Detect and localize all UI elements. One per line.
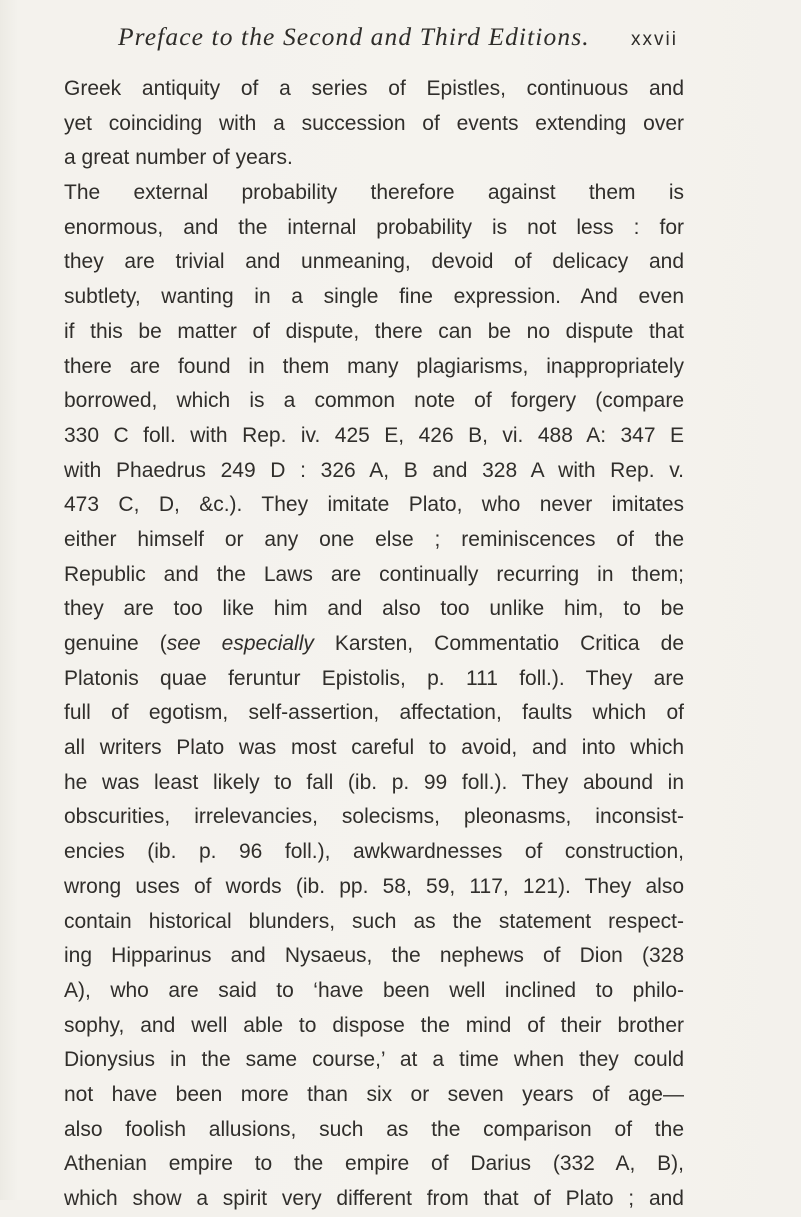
text-line: yet coinciding with a succession of events extending over — [64, 111, 684, 135]
text-line: either himself or any one else ; reminiscences of the — [64, 527, 684, 551]
running-header — [118, 22, 678, 58]
body-text — [64, 72, 684, 1217]
text-line: borrowed, which is a common note of forgery (compare — [64, 389, 684, 413]
italic-fragment: see especially — [166, 632, 314, 655]
text-line: wrong uses of words (ib. pp. 58, 59, 117, 121). They also — [64, 874, 684, 898]
text-line: full of egotism, self-assertion, affectation, faults which of — [64, 701, 684, 725]
text-line: Athenian empire to the empire of Darius (332 A, B), — [64, 1152, 684, 1176]
text-line: Dionysius in the same course,’ at a time when they could — [64, 1048, 684, 1072]
text-line: contain historical blunders, such as the statement respect- — [64, 909, 684, 933]
text-line: Greek antiquity of a series of Epistles, continuous and — [64, 77, 684, 100]
text-line: if this be matter of dispute, there can be no dispute that — [64, 319, 684, 343]
text-line: also foolish allusions, such as the comparison of the — [64, 1117, 684, 1141]
text-line: obscurities, irrelevancies, solecisms, pleonasms, inconsist- — [64, 805, 684, 829]
text-line: sophy, and well able to dispose the mind of their brother — [64, 1013, 684, 1037]
text-line: not have been more than six or seven years of age— — [64, 1082, 684, 1106]
text-line: A), who are said to ‘have been well inclined to philo- — [64, 978, 684, 1002]
text-fragment: Karsten, Commentatio Critica de — [313, 632, 684, 655]
text-line: ing Hipparinus and Nysaeus, the nephews of Dion (328 — [64, 944, 684, 968]
text-line: a great number of years. — [64, 146, 293, 170]
text-line: they are too like him and also too unlike him, to be — [64, 597, 684, 621]
text-line: he was least likely to fall (ib. p. 99 foll.). They abound in — [64, 770, 684, 794]
text-line: there are found in them many plagiarisms, inappropriately — [64, 354, 684, 378]
text-line: enormous, and the internal probability is not less : for — [64, 215, 684, 239]
text-line: 330 C foll. with Rep. iv. 425 E, 426 B, vi. 488 A: 347 E — [64, 423, 684, 447]
running-title: Preface to the Second and Third Editions. — [118, 22, 590, 51]
text-line: they are trivial and unmeaning, devoid of delicacy and — [64, 250, 684, 274]
text-line: 473 C, D, &c.). They imitate Plato, who never imitates — [64, 493, 684, 517]
page-number: xxvii — [631, 29, 678, 50]
text-line: Platonis quae feruntur Epistolis, p. 111 foll.). They are — [64, 666, 684, 690]
text-line: which show a spirit very different from that of Plato ; and — [64, 1187, 684, 1210]
text-line: subtlety, wanting in a single fine expression. And even — [64, 285, 684, 309]
text-line: all writers Plato was most careful to avoid, and into which — [64, 736, 684, 760]
text-line-with-italic — [64, 627, 684, 662]
text-line: The external probability therefore against them is — [64, 181, 684, 205]
text-line: with Phaedrus 249 D : 326 A, B and 328 A with Rep. v. — [64, 458, 684, 482]
text-line: encies (ib. p. 96 foll.), awkwardnesses of construction, — [64, 840, 684, 864]
text-line: Republic and the Laws are continually recurring in them; — [64, 562, 684, 586]
text-fragment: genuine ( — [64, 632, 167, 655]
